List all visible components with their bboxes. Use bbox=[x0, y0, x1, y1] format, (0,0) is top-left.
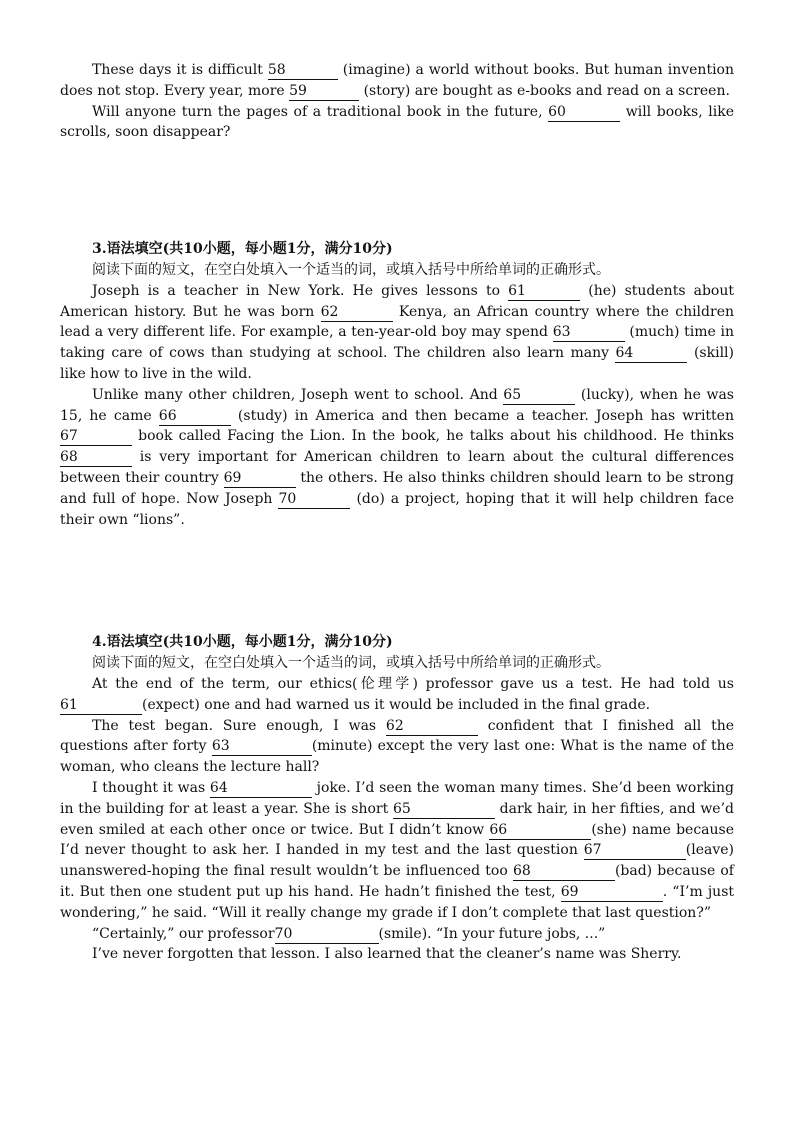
answer-blank-70[interactable]: 70 bbox=[275, 926, 379, 944]
paragraph-text: joke. I’d seen the woman many times. She’d been working in the building for at least a year. She is short bbox=[60, 779, 734, 817]
section4-paragraph-5 bbox=[60, 944, 734, 965]
answer-blank-61[interactable]: 61 bbox=[60, 697, 142, 715]
answer-blank-70[interactable]: 70 bbox=[278, 491, 350, 509]
answer-blank-59[interactable]: 59 bbox=[289, 83, 359, 101]
paragraph-text: (minute) except the very last one: What is the name of the woman, who cleans the lecture hall? bbox=[60, 738, 734, 776]
paragraph-text: (smile). “In your future jobs, ...” bbox=[378, 925, 606, 942]
section4-title: 4.语法填空(共10小题，每小题1分，满分10分) bbox=[92, 634, 393, 651]
paragraph-text: The test began. Sure enough, I was bbox=[92, 717, 386, 734]
paragraph-text: These days it is difficult bbox=[92, 62, 268, 78]
answer-blank-65[interactable]: 65 bbox=[503, 387, 575, 405]
passage2-paragraph-2 bbox=[60, 102, 734, 144]
answer-blank-67[interactable]: 67 bbox=[584, 842, 686, 860]
answer-blank-60[interactable]: 60 bbox=[548, 104, 620, 122]
paragraph-text: is very important for American children to learn about the cultural differences between their country bbox=[60, 449, 734, 486]
answer-blank-62[interactable]: 62 bbox=[386, 718, 478, 736]
section-4 bbox=[60, 632, 734, 965]
paragraph-text: Kenya, an African country where the children lead a very different life. For example, a ten-year-old boy may spend bbox=[60, 303, 734, 341]
answer-blank-64[interactable]: 64 bbox=[210, 780, 312, 798]
section3-paragraph-2 bbox=[60, 385, 734, 531]
paragraph-text: (story) are bought as e-books and read on a screen. bbox=[359, 82, 730, 99]
answer-blank-68[interactable]: 68 bbox=[513, 863, 615, 881]
paragraph-text: (he) students about American history. But he was born bbox=[60, 282, 735, 320]
answer-blank-65[interactable]: 65 bbox=[393, 801, 495, 819]
answer-blank-58[interactable]: 58 bbox=[268, 62, 338, 80]
section3-paragraph-1 bbox=[60, 281, 734, 385]
paragraph-text: confident that I finished all the questions after forty bbox=[60, 717, 734, 755]
passage-continued bbox=[60, 60, 734, 143]
paragraph-text: (expect) one and had warned us it would be included in the final grade. bbox=[142, 696, 651, 713]
answer-blank-64[interactable]: 64 bbox=[615, 345, 687, 363]
section4-paragraph-3 bbox=[60, 778, 734, 924]
answer-blank-69[interactable]: 69 bbox=[224, 470, 296, 488]
section3-title: 3.语法填空(共10小题，每小题1分，满分10分) bbox=[92, 241, 393, 258]
paragraph-text: At the end of the term, our ethics(伦理学) professor gave us a test. He had told us bbox=[92, 675, 734, 692]
answer-blank-67[interactable]: 67 bbox=[60, 428, 132, 446]
answer-blank-66[interactable]: 66 bbox=[159, 408, 231, 426]
paragraph-text: (bad) because of it. But then one student put up his hand. He hadn’t finished the test, bbox=[60, 863, 734, 900]
paragraph-text: I’ve never forgotten that lesson. I also learned that the cleaner’s name was Sherry. bbox=[92, 946, 682, 963]
answer-blank-69[interactable]: 69 bbox=[561, 884, 663, 902]
section3-instruction: 阅读下面的短文，在空白处填入一个适当的词，或填入括号中所给单词的正确形式。 bbox=[92, 261, 610, 278]
section4-paragraph-1 bbox=[60, 674, 734, 716]
paragraph-text: (skill) like how to live in the wild. bbox=[60, 345, 734, 382]
paragraph-text: (do) a project, hoping that it will help children face their own “lions”. bbox=[60, 490, 734, 528]
paragraph-text: dark hair, in her fifties, and we’d even smiled at each other once or twice. But I didn’t know bbox=[60, 800, 734, 838]
paragraph-text: (study) in America and then became a teacher. Joseph has written bbox=[230, 407, 734, 424]
paragraph-text: Joseph is a teacher in New York. He gives lessons to bbox=[92, 282, 509, 299]
paragraph-text: (imagine) a world without books. But human invention does not stop. Every year, more bbox=[60, 62, 734, 99]
answer-blank-63[interactable]: 63 bbox=[553, 324, 625, 342]
paragraph-text: the others. He also thinks children should learn to be strong and full of hope. Now Joseph bbox=[60, 469, 734, 507]
section4-instruction: 阅读下面的短文，在空白处填入一个适当的词，或填入括号中所给单词的正确形式。 bbox=[92, 655, 610, 672]
paragraph-text: (much) time in taking care of cows than studying at school. The children also learn many bbox=[60, 324, 735, 362]
section-3 bbox=[60, 239, 734, 530]
paragraph-text: Unlike many other children, Joseph went to school. And bbox=[92, 386, 504, 403]
paragraph-text: Will anyone turn the pages of a traditional book in the future, bbox=[92, 103, 549, 120]
answer-blank-63[interactable]: 63 bbox=[212, 738, 312, 756]
section4-paragraph-4 bbox=[60, 924, 734, 945]
document-page bbox=[60, 60, 734, 965]
answer-blank-66[interactable]: 66 bbox=[489, 822, 591, 840]
answer-blank-62[interactable]: 62 bbox=[321, 304, 393, 322]
paragraph-text: “Certainly,” our professor bbox=[92, 925, 275, 942]
paragraph-text: (she) name because I’d never thought to ask her. I handed in my test and the last question bbox=[60, 821, 735, 859]
paragraph-text: will books, like scrolls, soon disappear? bbox=[60, 103, 734, 141]
passage2-paragraph-1 bbox=[60, 60, 734, 102]
paragraph-text: (lucky), when he was 15, he came bbox=[60, 386, 734, 424]
section4-paragraph-2 bbox=[60, 716, 734, 778]
paragraph-text: . “I’m just wondering,” he said. “Will it really change my grade if I don’t complete that last question?” bbox=[60, 883, 734, 921]
answer-blank-68[interactable]: 68 bbox=[60, 449, 132, 467]
paragraph-text: I thought it was bbox=[92, 779, 210, 796]
answer-blank-61[interactable]: 61 bbox=[508, 283, 580, 301]
paragraph-text: (leave) unanswered-hoping the final result wouldn’t be influenced too bbox=[60, 842, 734, 880]
paragraph-text: book called Facing the Lion. In the book, he talks about his childhood. He thinks bbox=[132, 428, 734, 445]
